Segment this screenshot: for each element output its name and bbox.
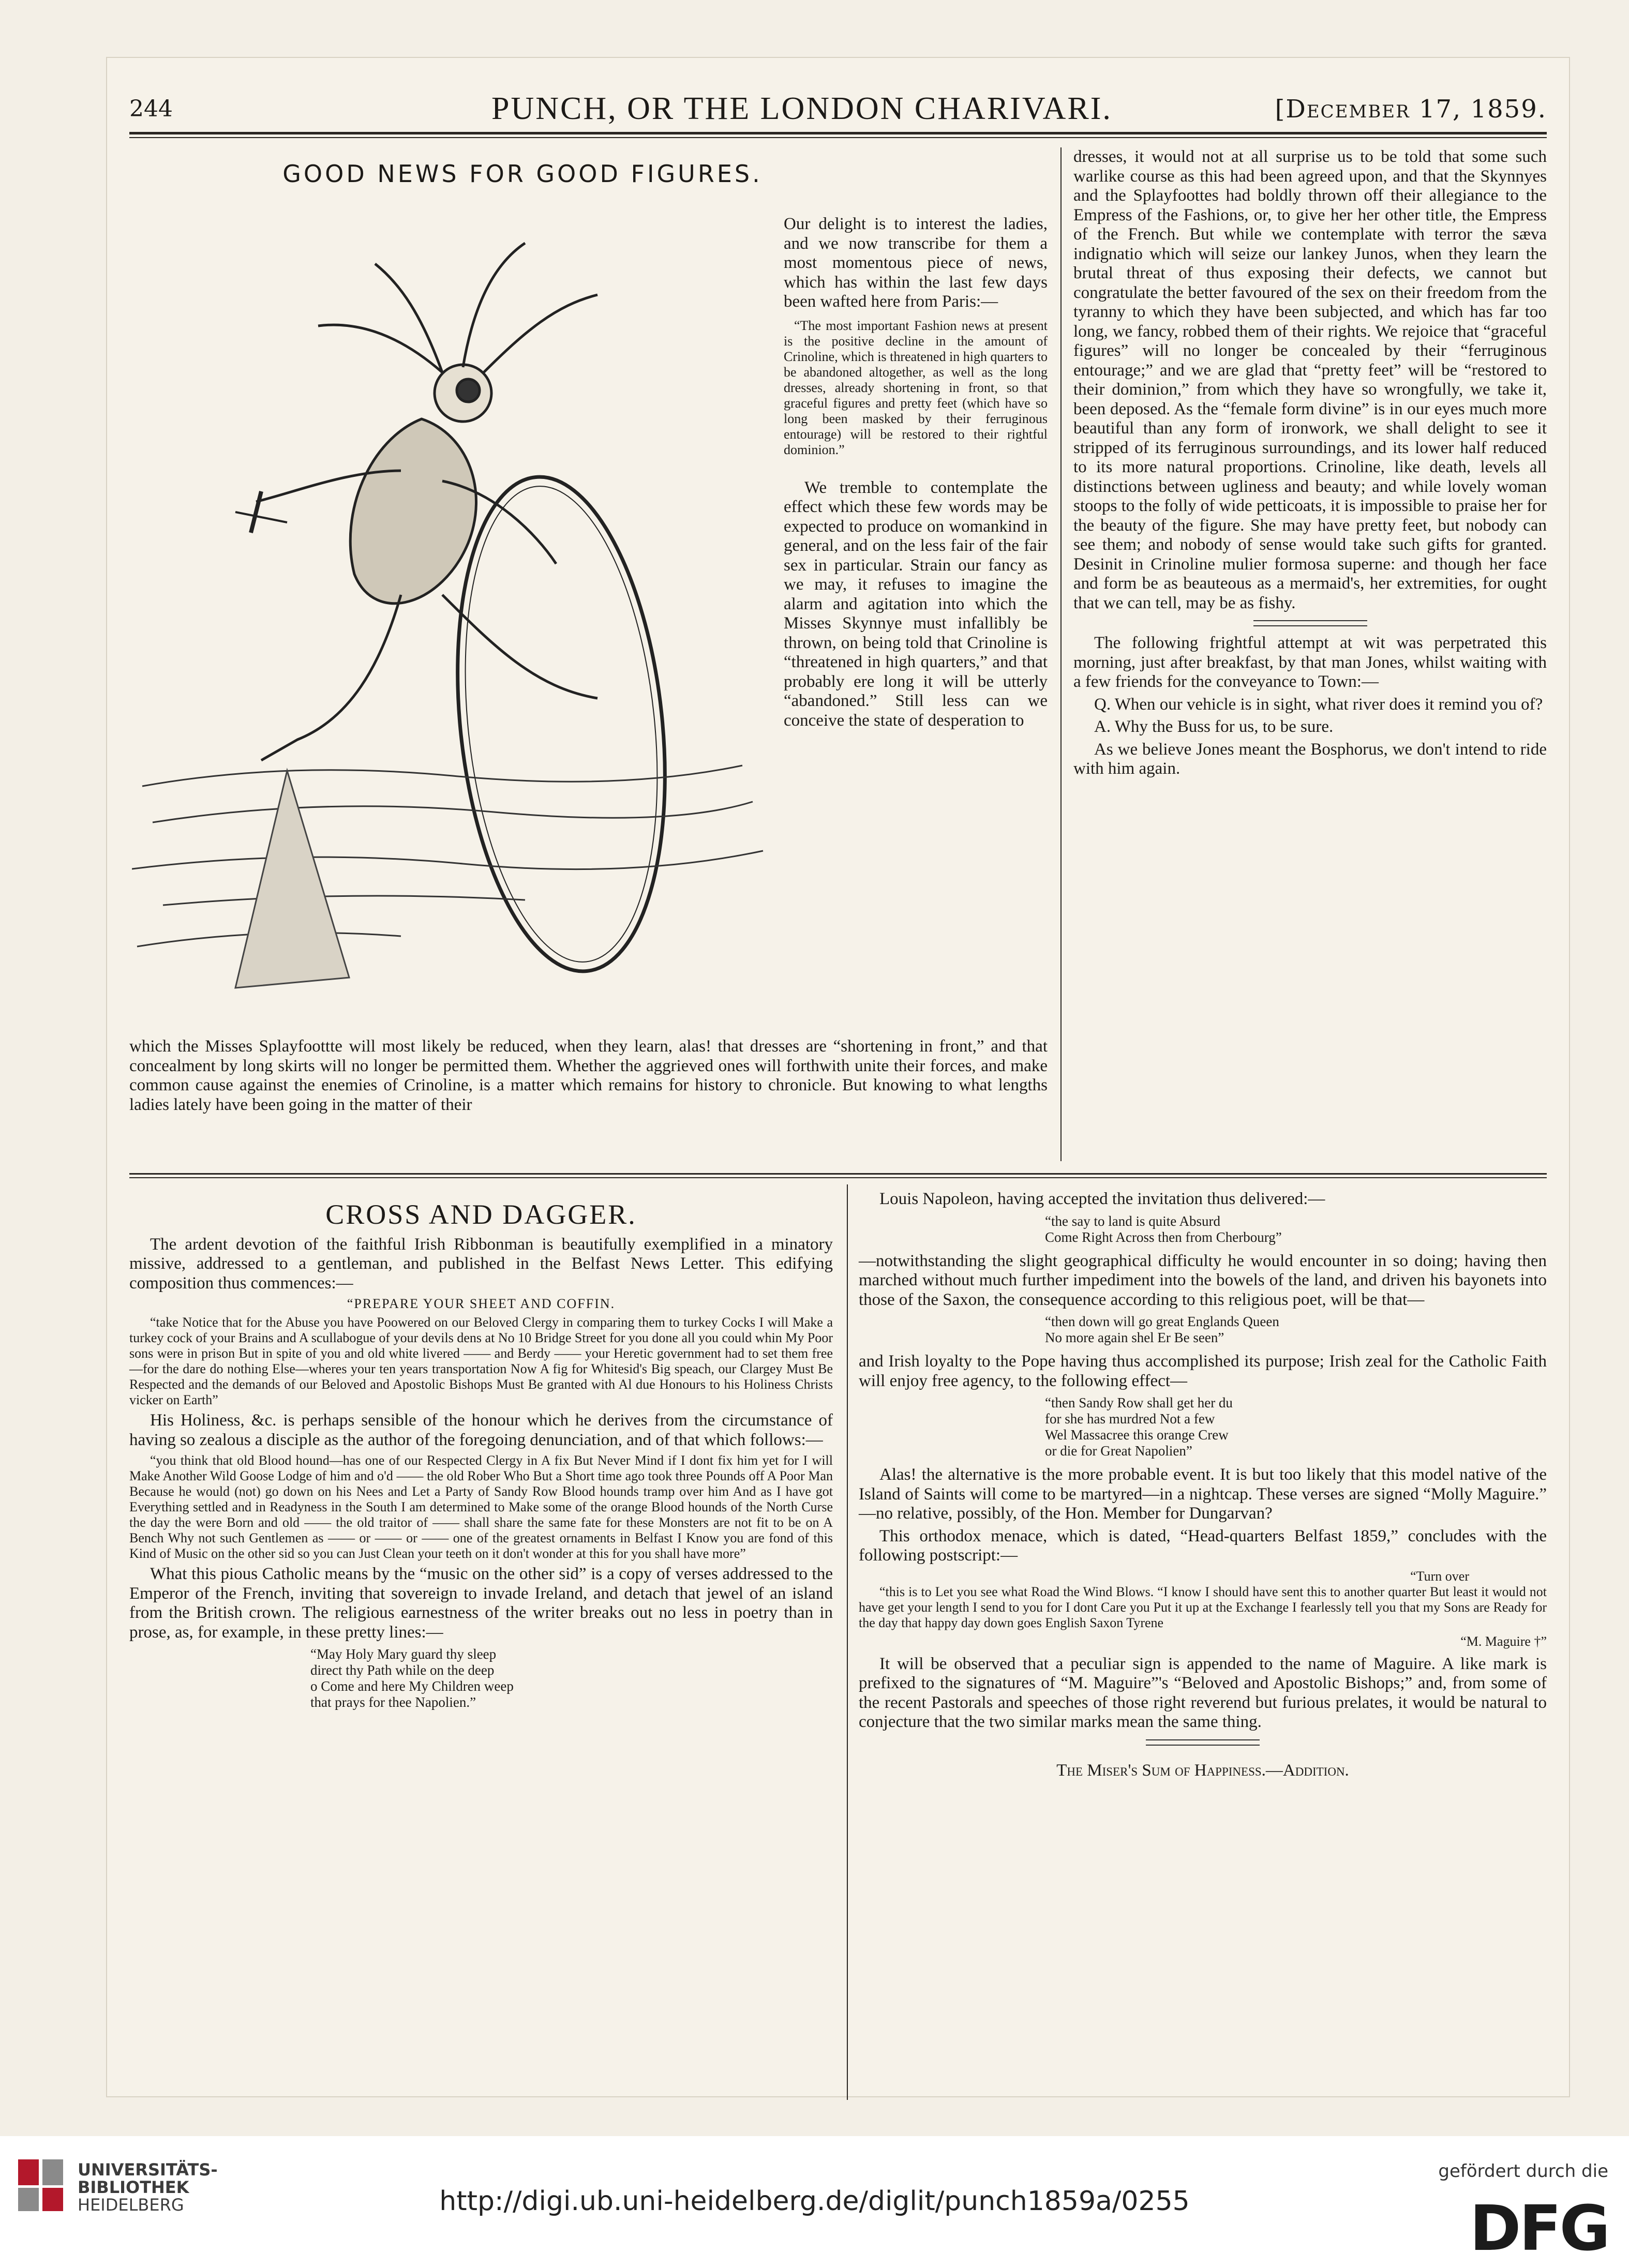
section-separator xyxy=(1253,620,1367,626)
verse-line: “May Holy Mary guard thy sleep xyxy=(310,1646,497,1662)
mid-rule-thin xyxy=(129,1177,1547,1178)
article4-verse1 xyxy=(1045,1213,1547,1245)
article1-paragraph3: dresses, it would not at all surprise us to be told that some such warlike course as this had been agreed upon, and that the Skynnyes and the Splayfoottes had boldly thrown off their allegiance to the Empress of the Fashions, or, to give her her other title, the Empress of the French. But while we contemplate with terror the sæva indignatio which will seize our lankey Junos, when they learn the brutal threat of thus exposing their defects, we cannot but congratulate the better favoured of the sex on their freedom from the tyranny to which they have been subjected, and which has far too long, we fancy, robbed them of their rights. We rejoice that “graceful figures” will no longer be concealed by their “ferruginous entourage;” and we are glad that “pretty feet” will be “restored to their dominion,” from which they have so wrongfully, we take it, been deposed. As the “female form divine” is in our eyes much more beautiful than any form of ironwork, we shall delight to see it stripped of its ferruginous surroundings, and its lower half reduced to its more natural proportions. Crinoline, like death, levels all distinctions between ugliness and beauty; and while lovely woman stoops to the folly of wide petticoats, it is impossible to praise her for the beauty of the figure. She may have pretty feet, but nobody can see them; and nobody of sense would take such gifts for granted. Desinit in Crinoline mulier formosa superne: and though her face and form be as beauteous as a mermaid's, her extremities, for ought that we can tell, may be as fishy. xyxy=(1073,147,1547,612)
article4-ps-body: “this is to Let you see what Road the Wind Blows. “I know I should have sent this to another quarter But least it would not have get your length I send to you for I dont Care you Put it up at the Exchange I fearlessly tell you that my Sons are Ready for the day that happy day down goes English Saxon Tyrene xyxy=(859,1584,1547,1630)
article1-quote: “The most important Fashion news at present is the positive decline in the amount of Crinoline, which is threatened in high quarters to be abandoned altogether, as well as the long dresses, already shortening in front, so that graceful figures and pretty feet (which have so long been masked by their ferruginous entourage) will be restored to their rightful dominion.” xyxy=(784,318,1048,457)
library-name-line2: BIBLIOTHEK xyxy=(78,2177,189,2197)
funded-by-label: gefördert durch die xyxy=(1438,2161,1608,2182)
article4-verse3 xyxy=(1045,1395,1547,1459)
column-divider-top xyxy=(1060,147,1062,1161)
article2-answer: A. Why the Buss for us, to be sure. xyxy=(1094,717,1334,736)
article4-paragraph1: Louis Napoleon, having accepted the invitation thus delivered:— xyxy=(879,1190,1325,1208)
illustration-figure-icon xyxy=(235,243,597,760)
article1-intro xyxy=(784,215,1048,733)
verse-line: that prays for thee Napolien.” xyxy=(310,1694,476,1710)
permalink-url[interactable]: http://digi.ub.uni-heidelberg.de/diglit/punch1859a/0255 xyxy=(439,2186,1190,2217)
masthead-title: PUNCH, OR THE LONDON CHARIVARI. xyxy=(491,91,1112,126)
crinoline-illustration xyxy=(132,202,784,1029)
page-header xyxy=(129,91,1547,132)
verse-line: o Come and here My Children weep xyxy=(310,1678,514,1694)
article4-ps-signature: “M. Maguire †” xyxy=(1460,1633,1547,1649)
verse-line: for she has murdred Not a few xyxy=(1045,1411,1215,1426)
article5-line: The Miser's Sum of Happiness.—Addition. xyxy=(1056,1761,1349,1780)
issue-date: [December 17, 1859. xyxy=(1275,95,1547,124)
verse-line: No more again shel Er Be seen” xyxy=(1045,1330,1224,1345)
article3-verse xyxy=(310,1646,833,1710)
article4-verse2 xyxy=(1045,1314,1547,1346)
article-title-cross-dagger: CROSS AND DAGGER. xyxy=(325,1199,637,1230)
article3-letter2: “you think that old Blood hound—has one of our Respected Clergy in A fix But Never Mind if I dont fix him yet for I will Make Another Wild Goose Lodge of him and o'd —— the old Rober Who But a Short time ago took three Pounds off A Poor Man Because he would (not) go down on his Nees and Let a Party of Sandy Row Blood hounds tramp over him And as I have got Everything settled and in Readyness in the South I am determined to Make some of the orange Blood hounds of the North Curse the day the were Born and old —— the old traitor of —— shall share the same fate for these Monsters are not fit to be on A Bench Why not such Gentlemen as —— or —— or —— one of the greatest ornaments in Belfast I Know you are fond of this Kind of Music on the other sid so you can Just Clean your teeth on it don't wonder at this for you shall have more” xyxy=(129,1453,833,1561)
article3-paragraph1: The ardent devotion of the faithful Irish Ribbonman is beautifully exemplified in a minatory missive, addressed to a gentleman, and published in the Belfast News Letter. This edifying composition thus commences:— xyxy=(129,1235,833,1293)
header-rule-thin xyxy=(129,137,1547,138)
article1-paragraph2: We tremble to contemplate the effect which these few words may be expected to produce on womankind in general, and on the less fair of the fair sex in particular. Strain our fancy as we may, it refuses to imagine the alarm and agitation into which the Misses Skynnye must infallibly be thrown, on being told that Crinoline is “threatened in high quarters,” and that probably ere long it will be utterly “abandoned.” Still less can we conceive the state of desperation to xyxy=(784,478,1048,730)
column-divider-bottom xyxy=(847,1184,848,2100)
article1-paragraph2-cont: which the Misses Splayfoottte will most likely be reduced, when they learn, alas! that dresses are “shortening in front,” and that concealment by long skirts will no longer be permitted them. Whether the aggrieved ones will forthwith unite their forces, and make common cause against the enemies of Crinoline, is a matter which remains for history to chronicle. But knowing to what lengths ladies lately have been going in the matter of their xyxy=(129,1037,1048,1114)
article2-paragraph1: The following frightful attempt at wit was perpetrated this morning, just after breakfast, by that man Jones, whilst waiting with a few friends for the conveyance to Town:— xyxy=(1073,634,1547,691)
verse-line: “then Sandy Row shall get her du xyxy=(1045,1395,1233,1410)
verse-line: direct thy Path while on the deep xyxy=(310,1662,495,1678)
article3-paragraph2: His Holiness, &c. is perhaps sensible of the honour which he derives from the circumstance of having so zealous a disciple as the author of the foregoing denunciation, and of that which follows:— xyxy=(129,1411,833,1449)
article2-paragraph2: As we believe Jones meant the Bosphorus, we don't intend to ride with him again. xyxy=(1073,740,1547,778)
article4-column xyxy=(859,1190,1547,1783)
article4-paragraph2: —notwithstanding the slight geographical difficulty he would encounter in so doing; having then marched without much further impediment into the bowels of the land, and driven his bayonets into those of the Saxon, the consequence according to this religious poet, will be that— xyxy=(859,1251,1547,1309)
article2-question: Q. When our vehicle is in sight, what river does it remind you of? xyxy=(1094,695,1543,714)
article4-paragraph3: and Irish loyalty to the Pope having thus accomplished its purpose; Irish zeal for the Catholic Faith will enjoy free agency, to the following effect— xyxy=(859,1352,1547,1390)
article3-paragraph3: What this pious Catholic means by the “music on the other sid” is a copy of verses addressed to the Emperor of the French, inviting that sovereign to invade Ireland, and detach that jewel of an island from the British crown. The religious earnestness of the writer breaks out no less in poetry than in prose, as, for example, in these pretty lines:— xyxy=(129,1565,833,1642)
mid-rule xyxy=(129,1173,1547,1175)
header-rule xyxy=(129,132,1547,134)
digitization-footer xyxy=(0,2136,1629,2268)
verse-line: “the say to land is quite Absurd xyxy=(1045,1213,1220,1229)
library-name-line3: HEIDELBERG xyxy=(78,2195,184,2215)
verse-line: Come Right Across then from Cherbourg” xyxy=(1045,1229,1282,1245)
verse-line: “then down will go great Englands Queen xyxy=(1045,1314,1279,1329)
article3-column xyxy=(129,1199,833,1717)
article4-ps-turn: “Turn over xyxy=(1410,1568,1469,1584)
article4-paragraph6: It will be observed that a peculiar sign is appended to the name of Maguire. A like mark is prefixed to the signatures of “M. Maguire”'s “Beloved and Apostolic Bishops;” and, from some of the recent Pastorals and speeches of those right reverend but furious prelates, it would be natural to conjecture that the two similar marks mean the same thing. xyxy=(859,1654,1547,1731)
verse-line: Wel Massacree this orange Crew xyxy=(1045,1427,1229,1443)
library-name-line1: UNIVERSITÄTS- xyxy=(78,2160,218,2180)
article1-right-column xyxy=(1073,147,1547,782)
article4-paragraph5: This orthodox menace, which is dated, “Head-quarters Belfast 1859,” concludes with the following postscript:— xyxy=(859,1526,1547,1565)
page-number: 244 xyxy=(129,96,173,122)
illustration-hoop-icon xyxy=(435,467,688,982)
illustration-ground-icon xyxy=(132,765,763,988)
article1-continued xyxy=(129,1037,1048,1118)
dfg-logo: DFG xyxy=(1469,2193,1608,2265)
article1-intro-text: Our delight is to interest the ladies, and we now transcribe for them a most momentous piece of news, which has within the last few days been wafted here from Paris:— xyxy=(784,215,1048,311)
section-separator xyxy=(1146,1739,1260,1746)
article3-subhead: “PREPARE YOUR SHEET AND COFFIN. xyxy=(347,1296,616,1311)
article4-paragraph4: Alas! the alternative is the more probable event. It is but too likely that this model native of the Island of Saints will come to be martyred—in a nightcap. These verses are signed “Molly Maguire.” —no relative, possibly, of the Hon. Member for Dungarvan? xyxy=(859,1465,1547,1523)
article3-letter1: “take Notice that for the Abuse you have Poowered on our Beloved Clergy in comparing them to turkey Cocks I will Make a turkey cock of your Brains and A scullabogue of your devils dens at No 10 Bridge Street for you done all you could whin My Poor sons were in prison But in spite of you and old white livered —— and Berdy —— your Heretic government had to set them free—for the dare do nothing Else—wheres your ten years transportation Now A fig for Whitesid's Big speach, our Clargey Must Be Respected and the demands of our Beloved and Apostolic Bishops Must Be granted with Al due Honours to his Holiness Christs vicker on Earth” xyxy=(129,1315,833,1407)
verse-line: or die for Great Napolien” xyxy=(1045,1443,1192,1459)
article-title-good-news: GOOD NEWS FOR GOOD FIGURES. xyxy=(282,160,763,188)
